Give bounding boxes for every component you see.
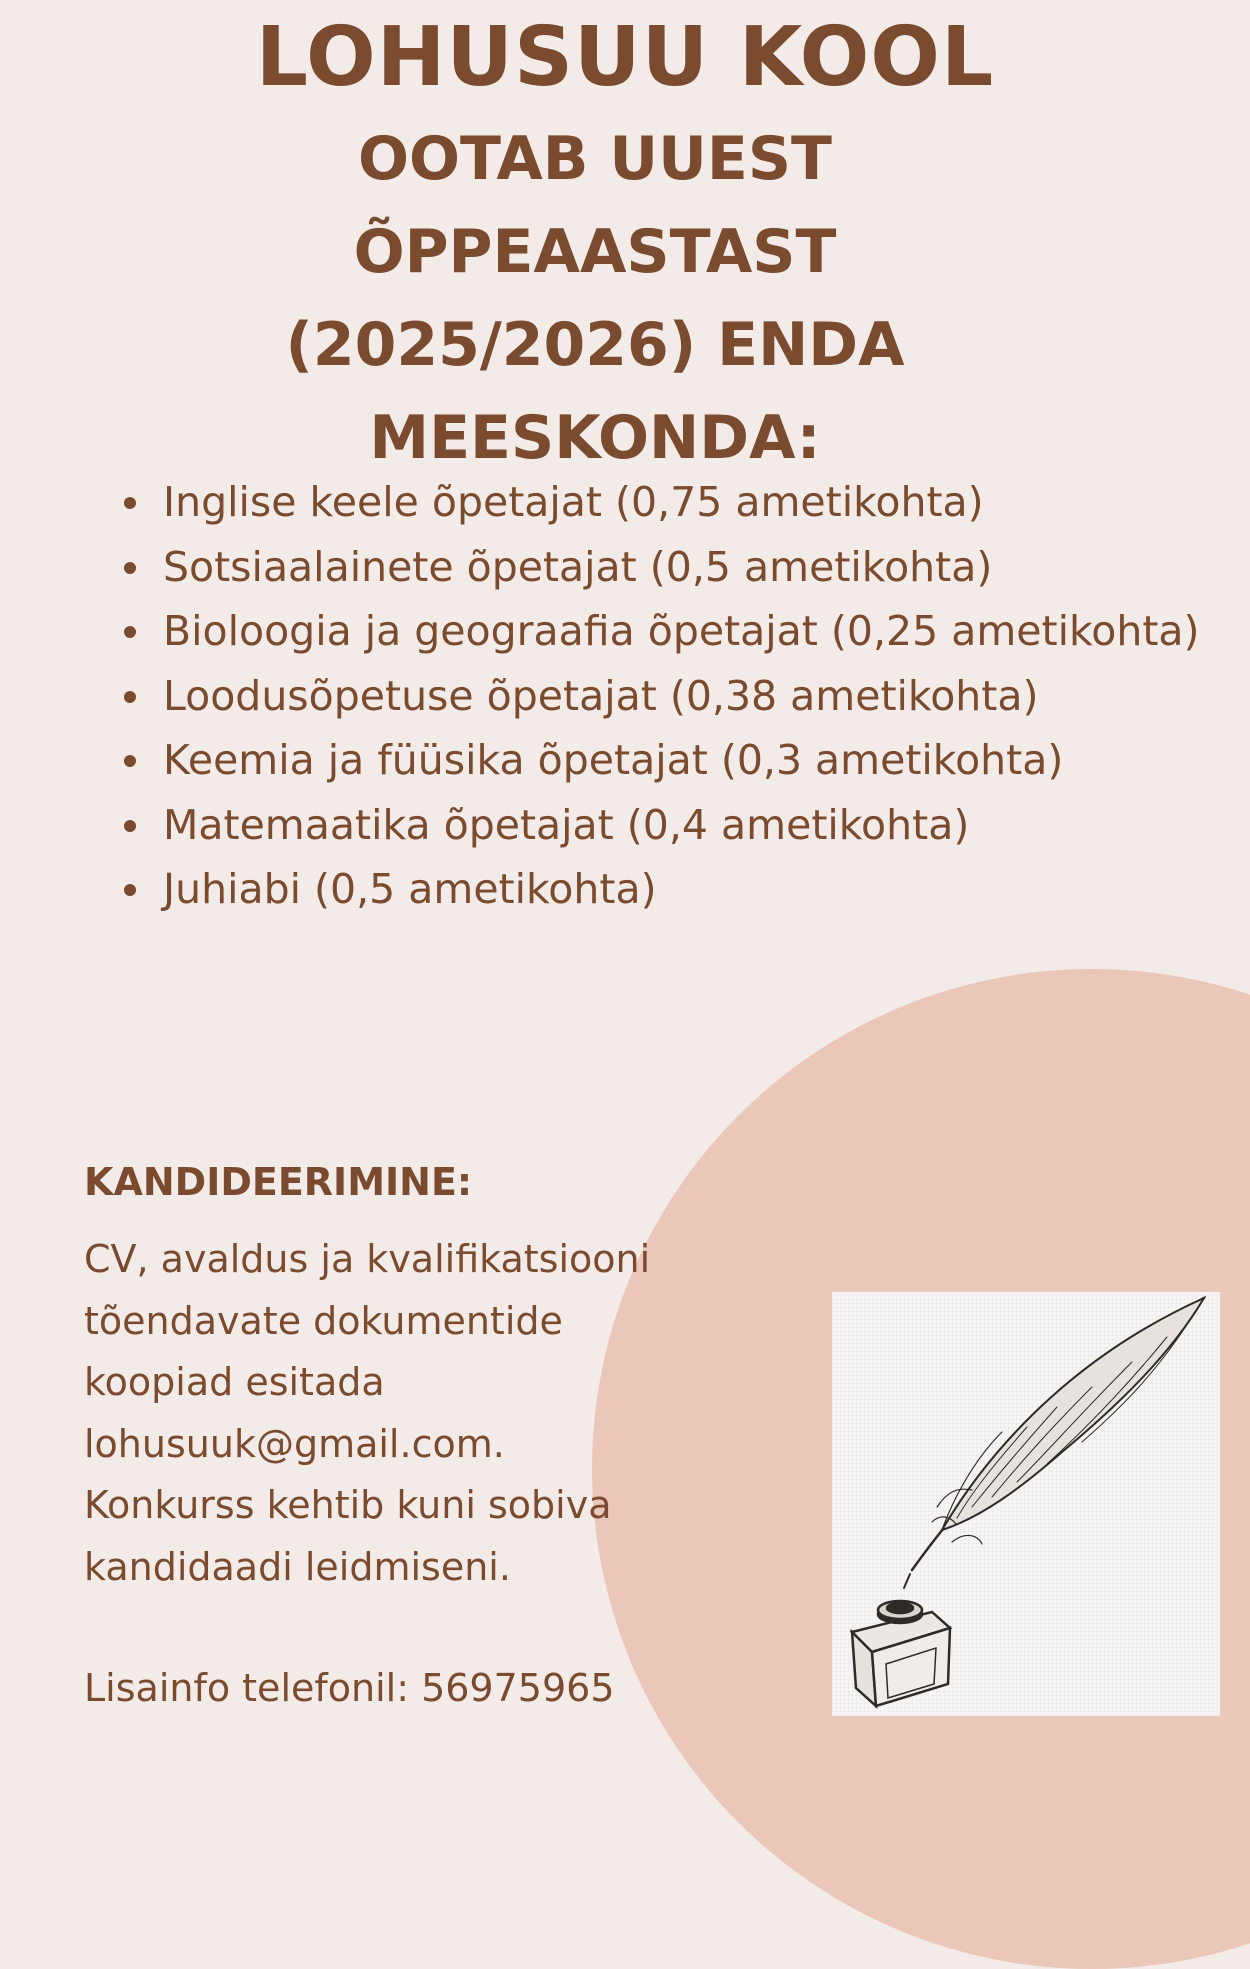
- subtitle-line: MEESKONDA:: [369, 403, 821, 473]
- position-item: Inglise keele õpetajat (0,75 ametikohta): [118, 470, 1228, 535]
- application-line: tõendavate dokumentide: [84, 1298, 563, 1343]
- subtitle-line: (2025/2026) ENDA: [285, 310, 905, 380]
- subtitle-line: ÕPPEAASTAST: [353, 217, 837, 287]
- application-line: Konkurss kehtib kuni sobiva: [84, 1483, 612, 1527]
- application-email: lohusuuk@gmail.com.: [84, 1421, 505, 1466]
- positions-list: [118, 470, 1228, 922]
- position-item: Loodusõpetuse õpetajat (0,38 ametikohta): [118, 664, 1228, 729]
- application-heading: KANDIDEERIMINE:: [84, 1160, 473, 1204]
- position-item: Juhiabi (0,5 ametikohta): [118, 857, 1228, 922]
- position-item: Sotsiaalainete õpetajat (0,5 ametikohta): [118, 535, 1228, 600]
- application-line: koopiad esitada: [84, 1360, 385, 1404]
- page-title: LOHUSUU KOOL: [255, 10, 995, 105]
- quill-and-inkwell-icon: [832, 1292, 1220, 1716]
- application-line: CV, avaldus ja kvalifikatsiooni: [84, 1237, 651, 1281]
- position-item: Matemaatika õpetajat (0,4 ametikohta): [118, 793, 1228, 858]
- position-item: Keemia ja füüsika õpetajat (0,3 ametikohta): [118, 728, 1228, 793]
- subtitle-line: OOTAB UUEST: [358, 124, 832, 194]
- application-line: kandidaadi leidmiseni.: [84, 1544, 511, 1589]
- contact-info: Lisainfo telefonil: 56975965: [84, 1666, 615, 1710]
- position-item: Bioloogia ja geograafia õpetajat (0,25 ametikohta): [118, 599, 1228, 664]
- application-text: [84, 1229, 744, 1598]
- page-subtitle: [200, 113, 990, 485]
